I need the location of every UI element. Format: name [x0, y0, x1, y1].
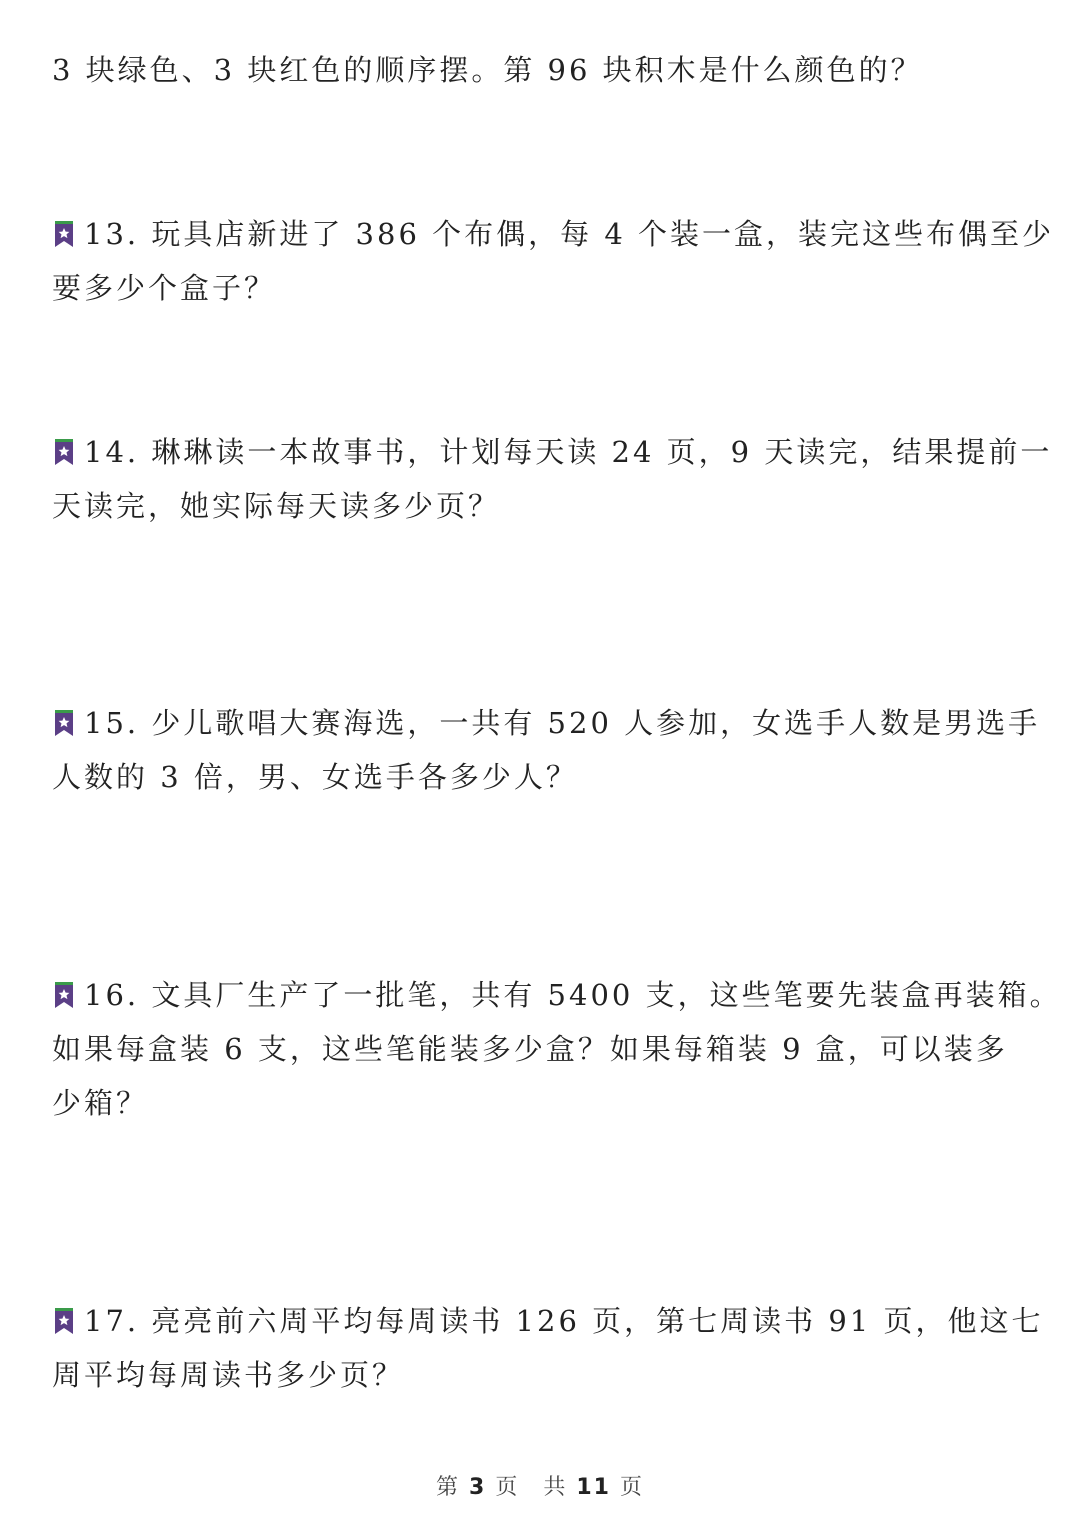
problem-13	[52, 214, 1055, 254]
problem-17-line-1: 17. 亮亮前六周平均每周读书 126 页，第七周读书 91 页，他这七	[84, 1304, 1044, 1338]
star-bookmark-icon	[52, 980, 76, 1010]
problem-15-line-2: 人数的 3 倍，男、女选手各多少人？	[52, 760, 578, 794]
problem-16	[52, 975, 1062, 1015]
footer-middle: 页 共	[495, 1475, 568, 1500]
total-page-number: 11	[576, 1475, 611, 1500]
problem-17	[52, 1301, 1044, 1341]
problem-12-tail: 3 块绿色、3 块红色的顺序摆。第 96 块积木是什么颜色的？	[52, 53, 923, 87]
page-footer	[0, 1470, 1080, 1501]
problem-15-line-1: 15. 少儿歌唱大赛海选，一共有 520 人参加，女选手人数是男选手	[84, 706, 1041, 740]
problem-15	[52, 703, 1041, 743]
footer-suffix: 页	[619, 1475, 644, 1500]
problem-17-line-2: 周平均每周读书多少页？	[52, 1358, 405, 1392]
problem-13-line-1: 13. 玩具店新进了 386 个布偶，每 4 个装一盒，装完这些布偶至少	[84, 217, 1055, 251]
problem-14	[52, 432, 1053, 472]
problem-13-line-2: 要多少个盒子？	[52, 271, 277, 305]
problem-14-line-2: 天读完，她实际每天读多少页？	[52, 489, 501, 523]
star-bookmark-icon	[52, 219, 76, 249]
star-bookmark-icon	[52, 437, 76, 467]
footer-prefix: 第	[436, 1475, 461, 1500]
problem-16-line-2: 如果每盒装 6 支，这些笔能装多少盒？如果每箱装 9 盒，可以装多	[52, 1032, 1008, 1066]
star-bookmark-icon	[52, 708, 76, 738]
problem-16-line-1: 16. 文具厂生产了一批笔，共有 5400 支，这些笔要先装盒再装箱。	[84, 978, 1062, 1012]
star-bookmark-icon	[52, 1306, 76, 1336]
problem-14-line-1: 14. 琳琳读一本故事书，计划每天读 24 页，9 天读完，结果提前一	[84, 435, 1053, 469]
problem-16-line-3: 少箱？	[52, 1086, 149, 1120]
current-page-number: 3	[469, 1475, 487, 1500]
